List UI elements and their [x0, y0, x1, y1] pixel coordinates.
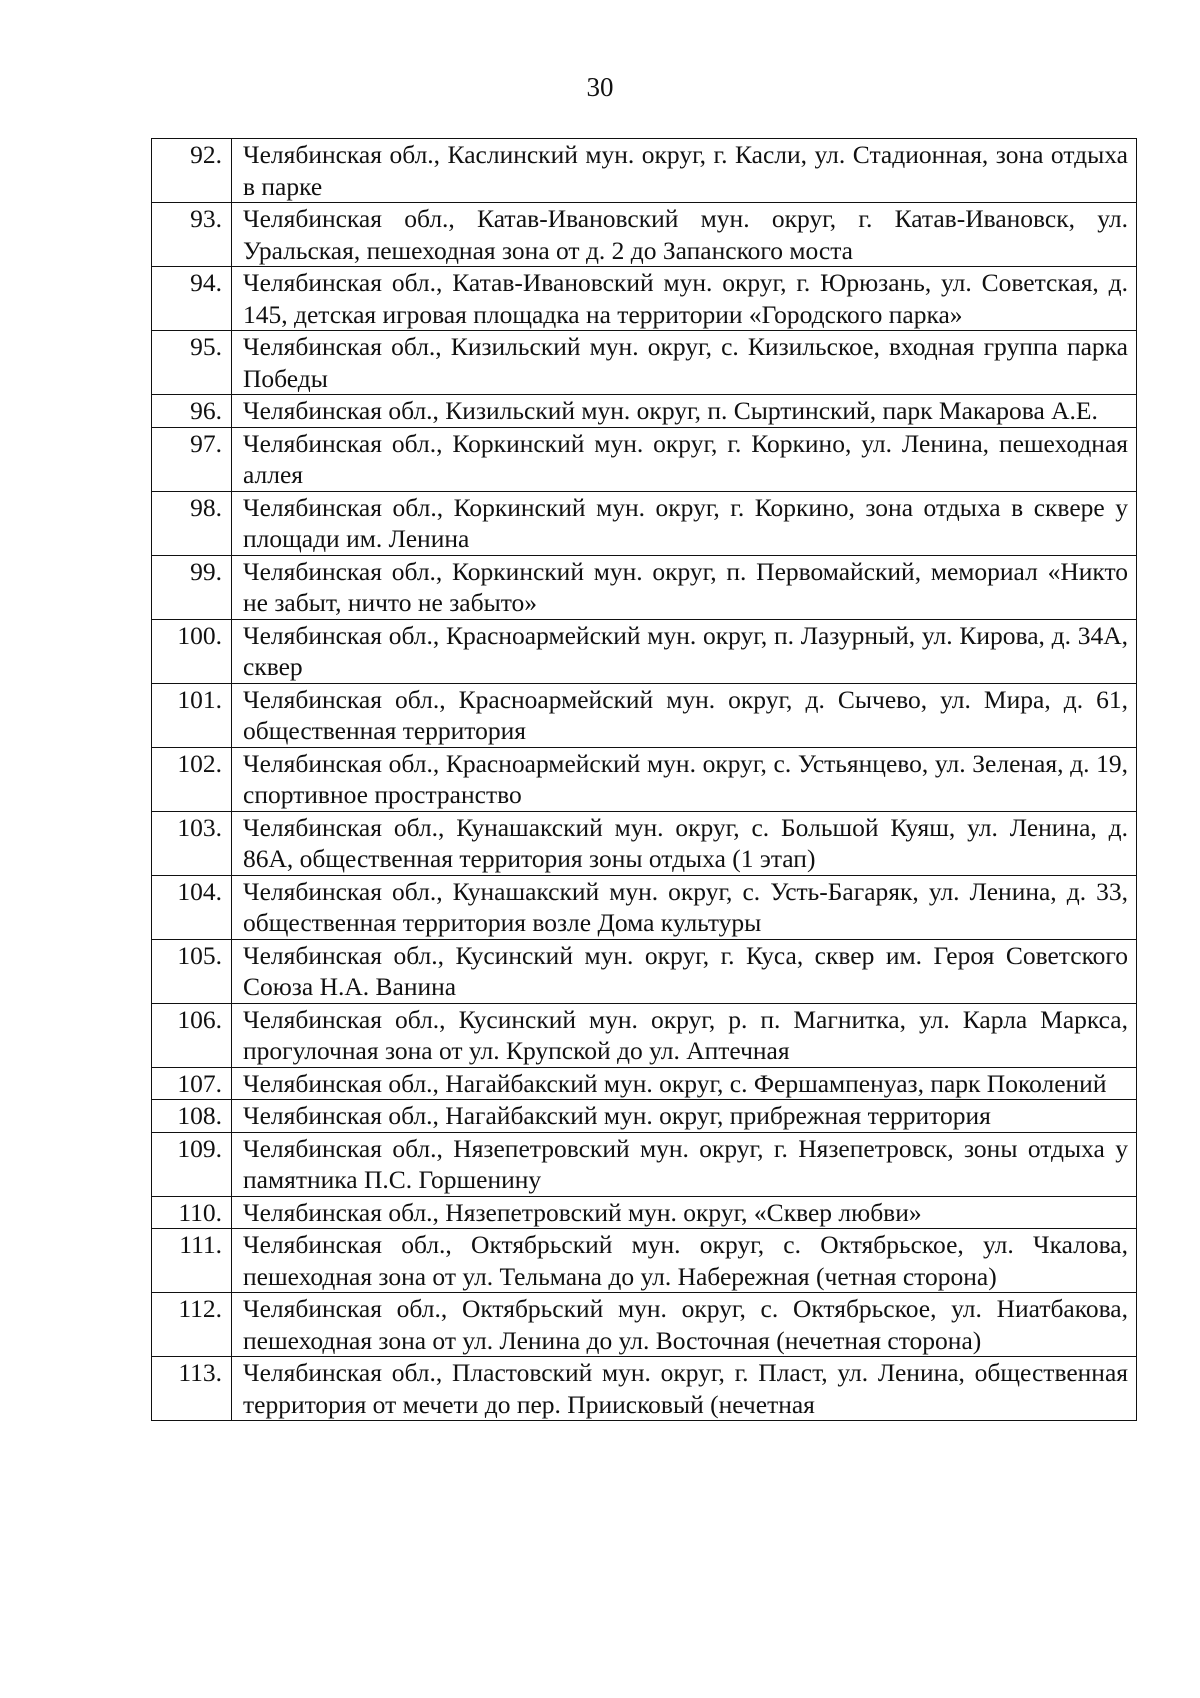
table-row	[152, 203, 1137, 267]
row-number: 111.	[152, 1229, 232, 1293]
row-address: Челябинская обл., Коркинский мун. округ, г. Коркино, ул. Ленина, пешеходная аллея	[232, 427, 1137, 491]
row-address: Челябинская обл., Коркинский мун. округ, п. Первомайский, мемориал «Никто не забыт, ничто не забыто»	[232, 555, 1137, 619]
row-number: 109.	[152, 1132, 232, 1196]
row-number: 104.	[152, 875, 232, 939]
table-row	[152, 1229, 1137, 1293]
table-row	[152, 875, 1137, 939]
table-row	[152, 139, 1137, 203]
row-number: 97.	[152, 427, 232, 491]
row-address: Челябинская обл., Катав-Ивановский мун. округ, г. Юрюзань, ул. Советская, д. 145, детская игровая площадка на территории «Городского парка»	[232, 267, 1137, 331]
page-number: 30	[586, 72, 614, 102]
table-row	[152, 331, 1137, 395]
row-address: Челябинская обл., Кунашакский мун. округ, с. Усть-Багаряк, ул. Ленина, д. 33, общественная территория возле Дома культуры	[232, 875, 1137, 939]
row-address: Челябинская обл., Нязепетровский мун. округ, «Сквер любви»	[232, 1196, 1137, 1229]
row-address: Челябинская обл., Коркинский мун. округ, г. Коркино, зона отдыха в сквере у площади им. Ленина	[232, 491, 1137, 555]
row-number: 106.	[152, 1003, 232, 1067]
table-row	[152, 939, 1137, 1003]
row-number: 110.	[152, 1196, 232, 1229]
row-number: 95.	[152, 331, 232, 395]
row-address: Челябинская обл., Кунашакский мун. округ, с. Большой Куяш, ул. Ленина, д. 86А, общественная территория зоны отдыха (1 этап)	[232, 811, 1137, 875]
row-number: 99.	[152, 555, 232, 619]
row-address: Челябинская обл., Октябрьский мун. округ, с. Октябрьское, ул. Ниатбакова, пешеходная зона от ул. Ленина до ул. Восточная (нечетная сторона)	[232, 1293, 1137, 1357]
row-number: 112.	[152, 1293, 232, 1357]
row-address: Челябинская обл., Кусинский мун. округ, р. п. Магнитка, ул. Карла Маркса, прогулочная зона от ул. Крупской до ул. Аптечная	[232, 1003, 1137, 1067]
table-row	[152, 1100, 1137, 1133]
row-address: Челябинская обл., Красноармейский мун. округ, п. Лазурный, ул. Кирова, д. 34А, сквер	[232, 619, 1137, 683]
row-address: Челябинская обл., Пластовский мун. округ, г. Пласт, ул. Ленина, общественная территория от мечети до пер. Приисковый (нечетная	[232, 1357, 1137, 1421]
table-row	[152, 1196, 1137, 1229]
table-row	[152, 811, 1137, 875]
table-row	[152, 1003, 1137, 1067]
table-row	[152, 1293, 1137, 1357]
row-number: 96.	[152, 395, 232, 428]
row-number: 105.	[152, 939, 232, 1003]
table-body	[152, 139, 1137, 1421]
row-address: Челябинская обл., Октябрьский мун. округ, с. Октябрьское, ул. Чкалова, пешеходная зона от ул. Тельмана до ул. Набережная (четная сторона)	[232, 1229, 1137, 1293]
row-address: Челябинская обл., Кизильский мун. округ, п. Сыртинский, парк Макарова А.Е.	[232, 395, 1137, 428]
row-number: 93.	[152, 203, 232, 267]
row-address: Челябинская обл., Нязепетровский мун. округ, г. Нязепетровск, зоны отдыха у памятника П.С. Горшенину	[232, 1132, 1137, 1196]
row-number: 92.	[152, 139, 232, 203]
row-number: 102.	[152, 747, 232, 811]
row-number: 113.	[152, 1357, 232, 1421]
table-row	[152, 267, 1137, 331]
row-number: 107.	[152, 1067, 232, 1100]
table-row	[152, 1132, 1137, 1196]
row-address: Челябинская обл., Красноармейский мун. округ, с. Устьянцево, ул. Зеленая, д. 19, спортивное пространство	[232, 747, 1137, 811]
row-number: 94.	[152, 267, 232, 331]
row-number: 101.	[152, 683, 232, 747]
row-address: Челябинская обл., Кусинский мун. округ, г. Куса, сквер им. Героя Советского Союза Н.А. Ванина	[232, 939, 1137, 1003]
row-address: Челябинская обл., Катав-Ивановский мун. округ, г. Катав-Ивановск, ул. Уральская, пешеходная зона от д. 2 до Запанского моста	[232, 203, 1137, 267]
table-row	[152, 491, 1137, 555]
row-number: 100.	[152, 619, 232, 683]
row-number: 98.	[152, 491, 232, 555]
row-address: Челябинская обл., Каслинский мун. округ, г. Касли, ул. Стадионная, зона отдыха в парке	[232, 139, 1137, 203]
row-address: Челябинская обл., Нагайбакский мун. округ, прибрежная территория	[232, 1100, 1137, 1133]
row-number: 108.	[152, 1100, 232, 1133]
row-address: Челябинская обл., Кизильский мун. округ, с. Кизильское, входная группа парка Победы	[232, 331, 1137, 395]
row-address: Челябинская обл., Красноармейский мун. округ, д. Сычево, ул. Мира, д. 61, общественная территория	[232, 683, 1137, 747]
row-address: Челябинская обл., Нагайбакский мун. округ, с. Фершампенуаз, парк Поколений	[232, 1067, 1137, 1100]
territory-list-table	[151, 138, 1137, 1421]
table-row	[152, 1067, 1137, 1100]
table-row	[152, 619, 1137, 683]
table-row	[152, 555, 1137, 619]
table-row	[152, 1357, 1137, 1421]
table-row	[152, 395, 1137, 428]
table-row	[152, 747, 1137, 811]
row-number: 103.	[152, 811, 232, 875]
table-row	[152, 427, 1137, 491]
table-row	[152, 683, 1137, 747]
